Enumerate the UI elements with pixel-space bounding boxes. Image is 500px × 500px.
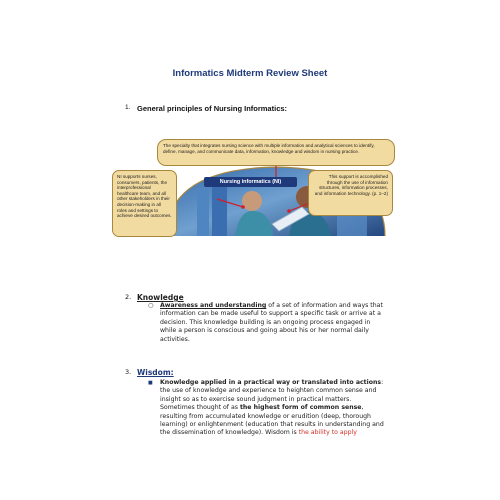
wisdom-definition [148, 379, 385, 438]
square-bullet-icon: ■ [148, 380, 153, 386]
nursing-informatics-diagram [117, 139, 395, 236]
wisdom-term: Knowledge applied in a practical way or translated into actions [160, 379, 382, 386]
knowledge-definition [148, 302, 385, 344]
section-3-label: Wisdom: [137, 368, 174, 377]
section-2-number: 2. [125, 293, 132, 301]
page-title: Informatics Midterm Review Sheet [172, 68, 328, 79]
wisdom-text-2: , resulting from accumulated knowledge or erudition (deep, thorough learning) or enlightenment (education that results in understanding and the dissemination of knowledge). Wisdom is [160, 404, 384, 437]
hollow-bullet-icon: ○ [148, 302, 154, 309]
definition-callout: The specialty that integrates nursing science with multiple information and analytical sciences to identify, define, manage, and communicate data, information, knowledge and wisdom in nursing practice. [157, 139, 395, 166]
ni-banner: Nursing informatics (NI) [204, 177, 297, 187]
knowledge-text: of a set of information and ways that information can be made useful to support a specific task or arrive at a decision. This knowledge building is an ongoing process engaged in while a person is conscious and going about his or her normal daily activities. [160, 302, 383, 343]
wisdom-red-text: the ability to apply [298, 429, 357, 437]
section-2-label: Knowledge [137, 293, 184, 302]
section-3-number: 3. [125, 368, 132, 376]
knowledge-term: Awareness and understanding [160, 302, 267, 309]
wisdom-text-1: : the use of knowledge and experience to heighten common sense and insight so as to exercise sound judgment in practical matters. Sometimes thought of as [160, 379, 384, 412]
section-1-number: 1. [125, 104, 131, 111]
wisdom-highest-form: the highest form of common sense [239, 404, 362, 412]
section-1-label: General principles of Nursing Informatics: [137, 104, 288, 113]
accomplished-callout: This support is accomplished through the use of information structures, information processes, and information technology. (p. 1–2) [308, 170, 393, 216]
support-callout: NI supports nurses, consumers, patients, the interprofessional healthcare team, and all other stakeholders in their decision-making in all roles and settings to achieve desired outcomes. [112, 170, 177, 237]
